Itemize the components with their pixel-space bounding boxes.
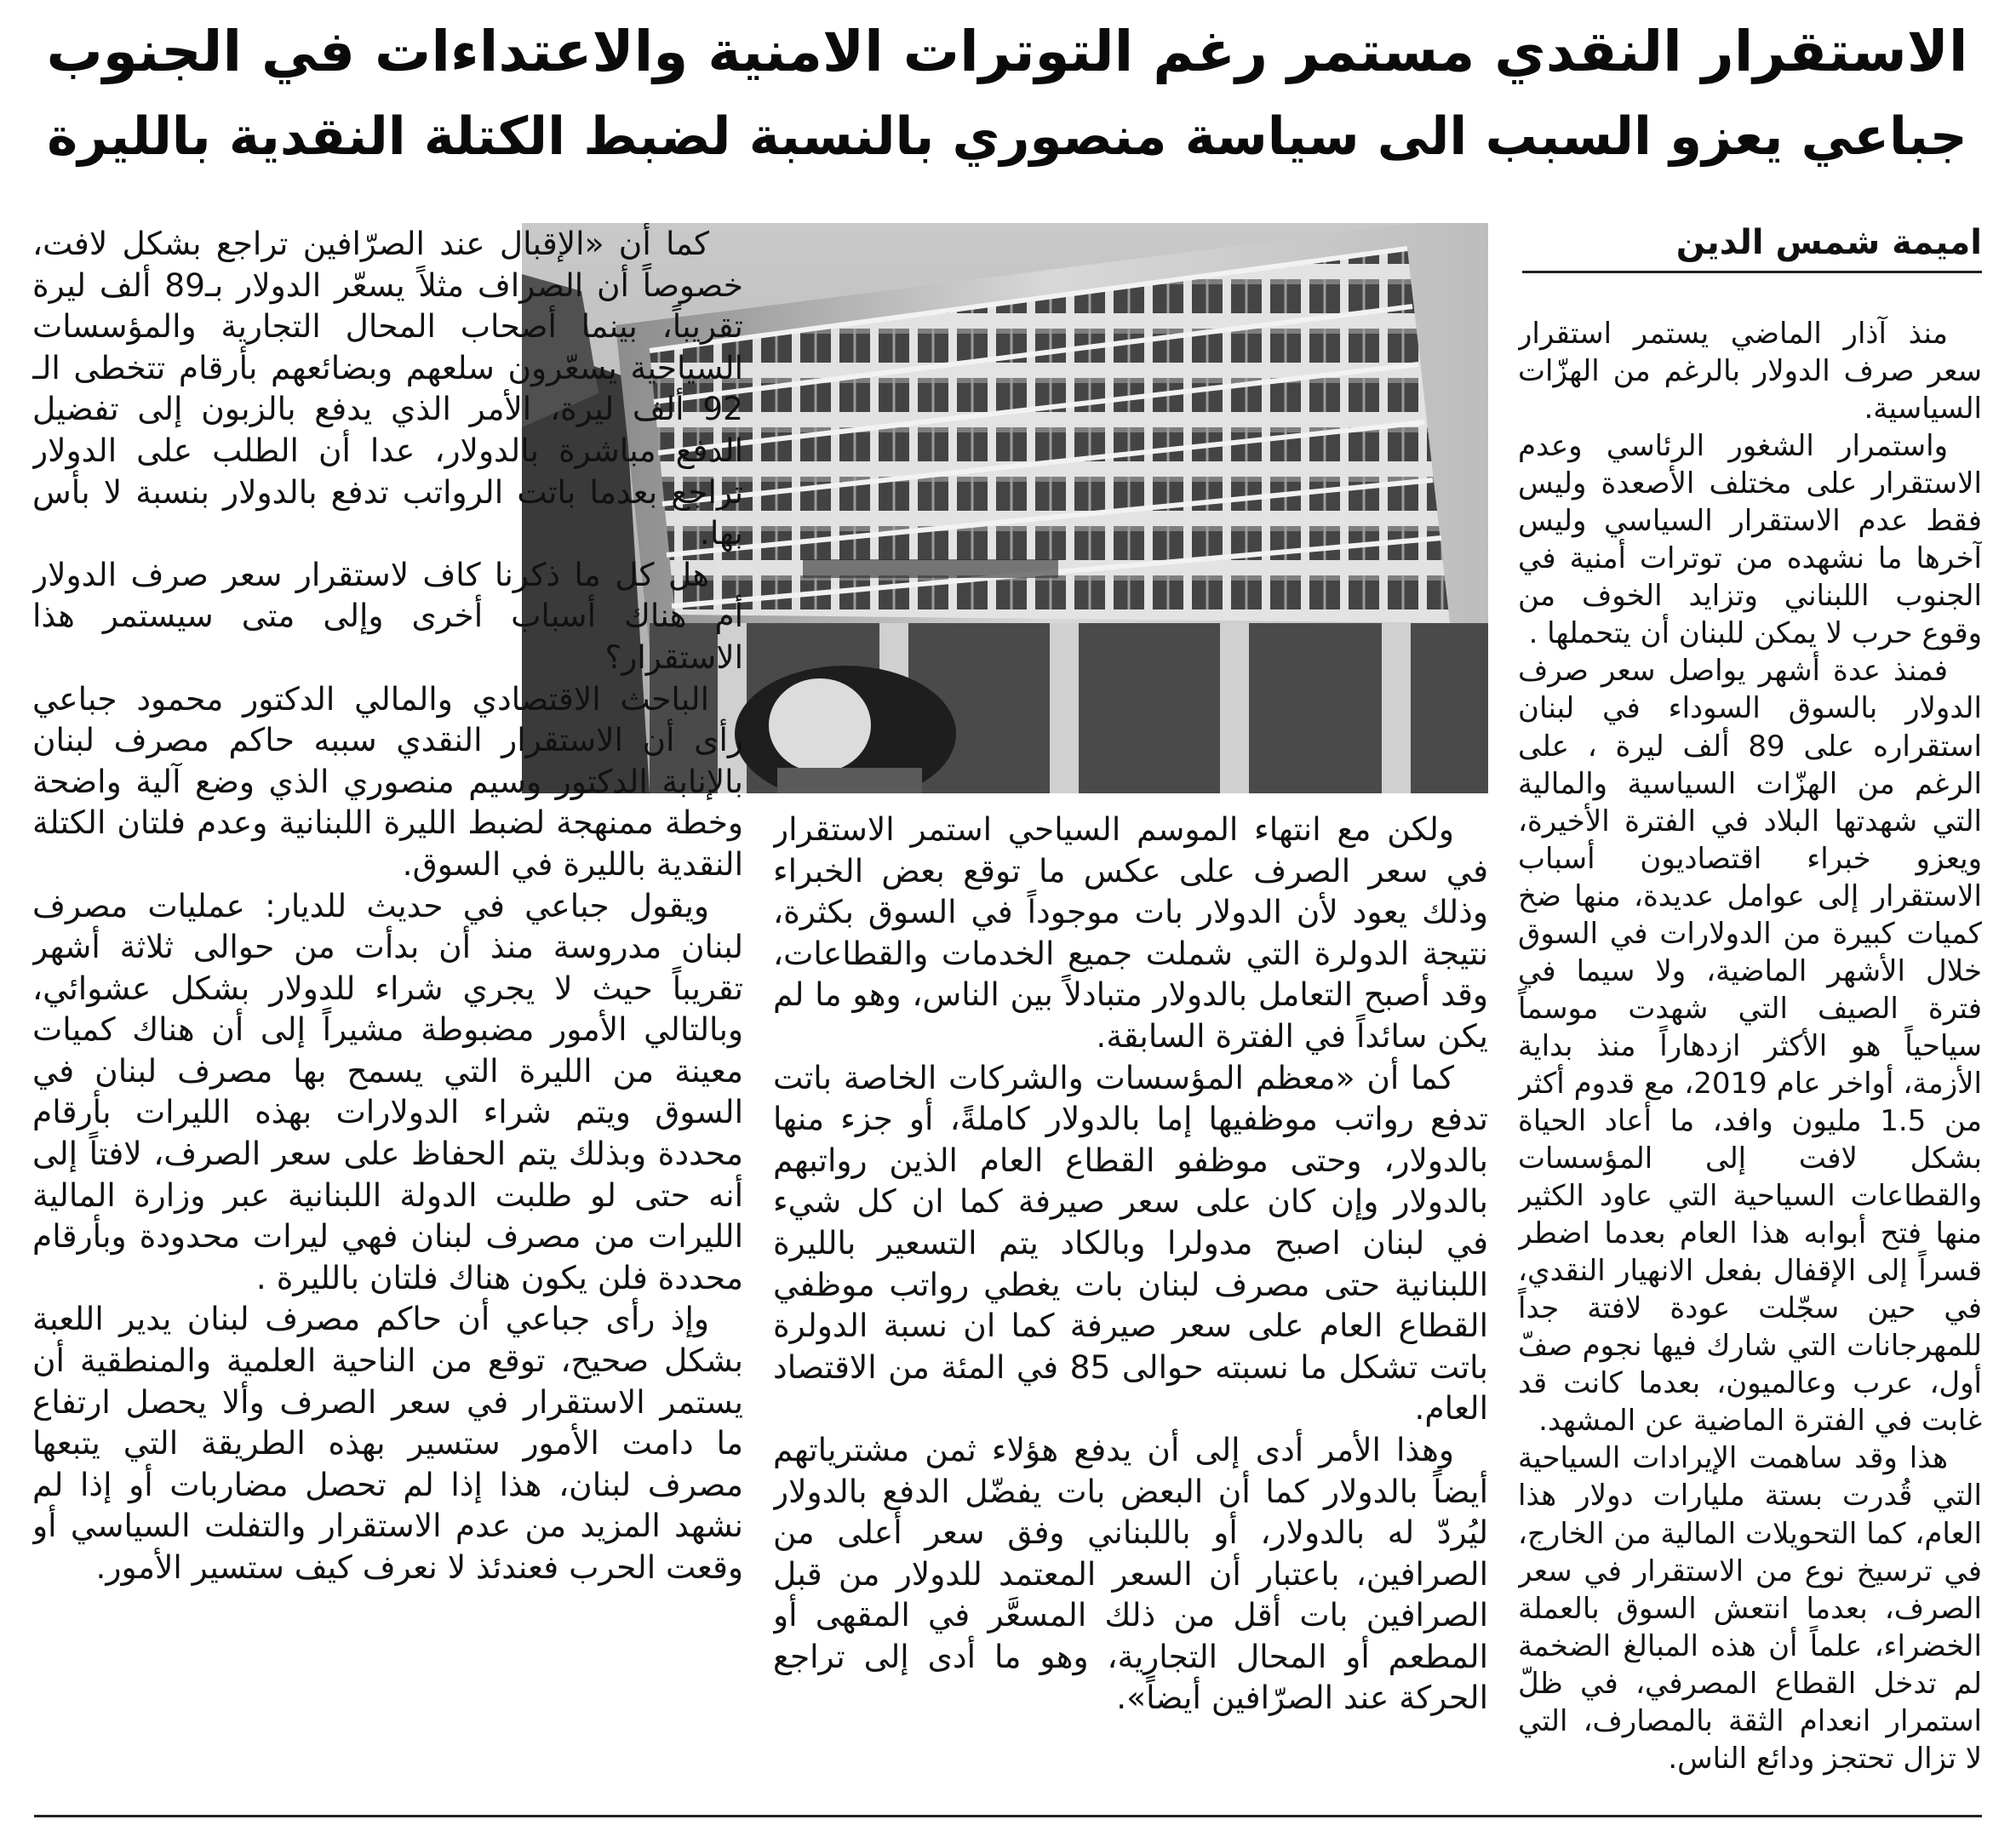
column-left	[32, 223, 743, 1806]
paragraph: هذا وقد ساهمت الإيرادات السياحية التي قُدرت بستة مليارات دولار هذا العام، كما التحويلات المالية من الخارج، في ترسيخ نوع من الاستقرار في سعر الصرف، بعدما انتعش السوق بالعملة الخضراء، علماً أن هذه المبالغ الضخمة لم تدخل القطاع المصرفي، في ظلّ استمرار انعدام الثقة بالمصارف، التي لا تزال تحتجز ودائع الناس.	[1518, 1441, 1982, 1776]
paragraph: ويقول جباعي في حديث للديار: عمليات مصرف لبنان مدروسة منذ أن بدأت من حوالى ثلاثة أشهر تقريباً حيث لا يجري شراء للدولار بشكل عشوائي، وبالتالي الأمور مضبوطة مشيراً إلى أن هناك كميات معينة من الليرة التي يسمح بها مصرف لبنان في السوق ويتم شراء الدولارات بهذه الليرات بأرقام محددة وبذلك يتم الحفاظ على سعر الصرف، لافتاً إلى أنه حتى لو طلبت الدولة اللبنانية عبر وزارة المالية الليرات من مصرف لبنان فهي ليرات محدودة وبأرقام محددة فلن يكون هناك فلتان بالليرة .	[32, 886, 743, 1296]
paragraph: ولكن مع انتهاء الموسم السياحي استمر الاستقرار في سعر الصرف على عكس ما توقع بعض الخبراء وذلك يعود لأن الدولار بات موجوداً في السوق بكثرة، نتيجة الدولرة التي شملت جميع الخدمات والقطاعات، وقد أصبح التعامل بالدولار متبادلاً بين الناس، وهو ما لم يكن سائداً في الفترة السابقة.	[773, 810, 1488, 1055]
paragraph: كما أن «معظم المؤسسات والشركات الخاصة باتت تدفع رواتب موظفيها إما بالدولار كاملةً، أو جزء منها بالدولار، وحتى موظفو القطاع العام الذين رواتبهم بالدولار وإن كان على سعر صيرفة كما ان كل شيء في لبنان اصبح مدولرا وبالكاد يتم التسعير بالليرة اللبنانية حتى مصرف لبنان بات يغطي رواتب موظفي القطاع العام على سعر صيرفة كما ان نسبة الدولرة باتت تشكل ما نسبته حوالى 85 في المئة من الاقتصاد العام.	[773, 1058, 1488, 1428]
paragraph: كما أن «الإقبال عند الصرّافين تراجع بشكل لافت، خصوصاً أن الصراف مثلاً يسعّر الدولار بـ89 ألف ليرة تقريباً، بينما أصحاب المحال التجارية والمؤسسات السياحية يسعّرون سلعهم وبضائعهم بأرقام تتخطى الـ 92 ألف ليرة، الأمر الذي يدفع بالزبون إلى تفضيل الدفع مباشرة بالدولار، عدا أن الطلب على الدولار تراجع بعدما باتت الرواتب تدفع بالدولار بنسبة لا بأس بها.	[32, 225, 743, 552]
paragraph: وهذا الأمر أدى إلى أن يدفع هؤلاء ثمن مشترياتهم أيضاً بالدولار كما أن البعض بات يفضّل الدفع بالدولار ليُردّ له بالدولار، أو باللبناني وفق سعر أعلى من الصرافين، باعتبار أن السعر المعتمد للدولار من قبل الصرافين بات أقل من ذلك المسعَّر في المقهى أو المطعم أو المحال التجارية، وهو ما أدى إلى تراجع الحركة عند الصرّافين أيضاً».	[773, 1430, 1488, 1717]
column-middle	[773, 809, 1488, 1805]
column-right	[1518, 315, 1982, 1805]
paragraph: وإذ رأى جباعي أن حاكم مصرف لبنان يدير اللعبة بشكل صحيح، توقع من الناحية العلمية والمنطقية أن يستمر الاستقرار في سعر الصرف وألا يحصل ارتفاع ما دامت الأمور ستسير بهذه الطريقة التي يتبعها مصرف لبنان، هذا إذا لم تحصل مضاربات أو إذا لم نشهد المزيد من عدم الاستقرار والتفلت السياسي أو وقعت الحرب فعندئذ لا نعرف كيف ستسير الأمور.	[32, 1300, 743, 1586]
bottom-rule	[34, 1815, 1982, 1817]
headline-line-2: جباعي يعزو السبب الى سياسة منصوري بالنسبة لضبط الكتلة النقدية بالليرة	[47, 106, 1967, 167]
author-byline: اميمة شمس الدين	[1522, 223, 1982, 273]
paragraph: الباحث الاقتصادي والمالي الدكتور محمود جباعي رأى أن الاستقرار النقدي سببه حاكم مصرف لبنان بالإنابة الدكتور وسيم منصوري الذي وضع آلية واضحة وخطة ممنهجة لضبط الليرة اللبنانية وعدم فلتان الكتلة النقدية بالليرة في السوق.	[32, 679, 743, 883]
paragraph: منذ آذار الماضي يستمر استقرار سعر صرف الدولار بالرغم من الهزّات السياسية.	[1518, 317, 1982, 426]
paragraph: هل كل ما ذكرنا كاف لاستقرار سعر صرف الدولار أم هناك أسباب أخرى وإلى متى سيستمر هذا الاستقرار؟	[32, 555, 743, 676]
paragraph: واستمرار الشغور الرئاسي وعدم الاستقرار على مختلف الأصعدة وليس فقط عدم الاستقرار السياسي وليس آخرها ما نشهده من توترات أمنية في الجنوب اللبناني وتزايد الخوف من وقوع حرب لا يمكن للبنان أن يتحملها .	[1518, 429, 1982, 651]
paragraph: فمنذ عدة أشهر يواصل سعر صرف الدولار بالسوق السوداء في لبنان استقراره على 89 ألف ليرة ، على الرغم من الهزّات السياسية والمالية التي شهدتها البلاد في الفترة الأخيرة، ويعزو خبراء اقتصاديون أسباب الاستقرار إلى عوامل عديدة، منها ضخ كميات كبيرة من الدولارات في السوق خلال الأشهر الماضية، ولا سيما في فترة الصيف التي شهدت موسماً سياحياً هو الأكثر ازدهاراً منذ بداية الأزمة، أواخر عام 2019، مع قدوم أكثر من 1.5 مليون وافد، ما أعاد الحياة بشكل لافت إلى المؤسسات والقطاعات السياحية التي عاود الكثير منها فتح أبوابه هذا العام بعدما اضطر قسراً إلى الإقفال بفعل الانهيار النقدي، في حين سجّلت عودة لافتة جداً للمهرجانات التي شارك فيها نجوم صفّ أول، عرب وعالميون، بعدما كانت قد غابت في الفترة الماضية عن المشهد.	[1518, 654, 1982, 1439]
headline-line-1: الاستقرار النقدي مستمر رغم التوترات الامنية والاعتداءات في الجنوب	[46, 19, 1968, 84]
